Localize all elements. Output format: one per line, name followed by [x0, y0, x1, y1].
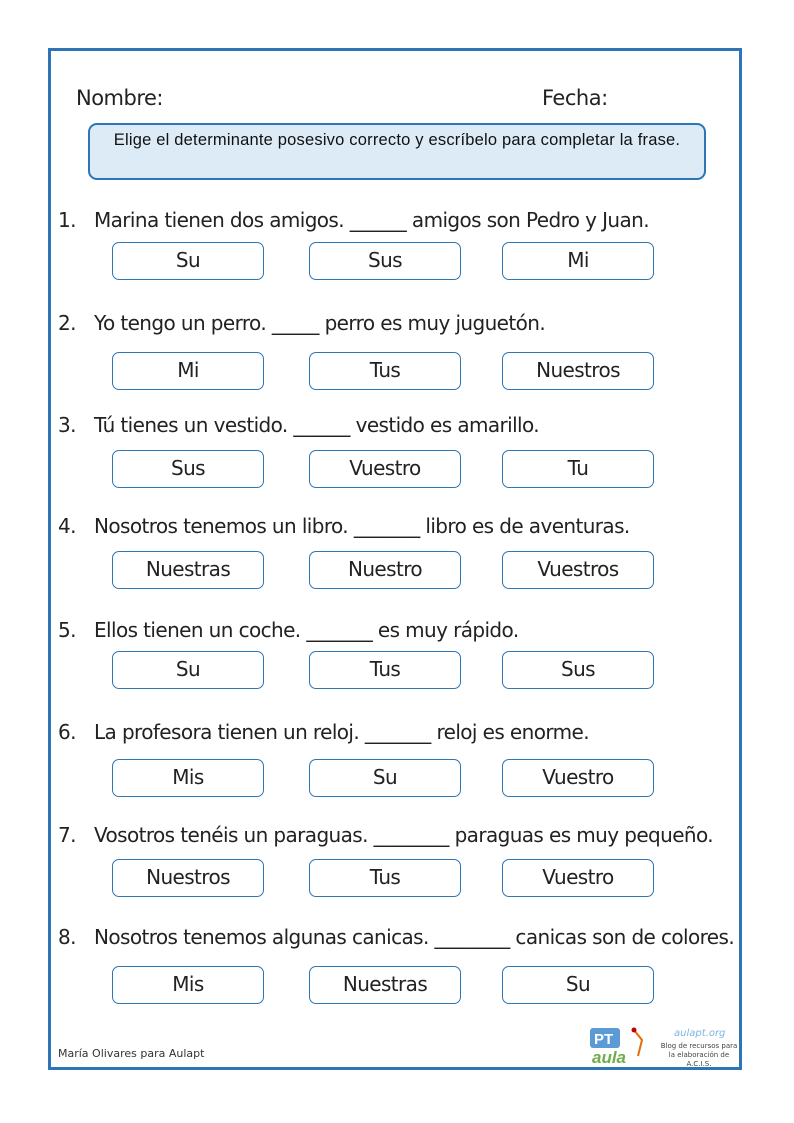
- question-number: 3.: [58, 413, 76, 437]
- question-4: [58, 514, 630, 538]
- logo-site: aulapt.org: [674, 1028, 726, 1039]
- svg-text:PT: PT: [594, 1031, 614, 1048]
- question-number: 8.: [58, 925, 76, 949]
- question-8: [58, 925, 734, 949]
- option-button[interactable]: Nuestro: [309, 551, 461, 589]
- option-button[interactable]: Mis: [112, 759, 264, 797]
- question-text: Nosotros tenemos un libro. _______ libro es de aventuras.: [94, 514, 630, 538]
- question-6: [58, 720, 589, 744]
- option-button[interactable]: Nuestros: [112, 859, 264, 897]
- option-button[interactable]: Vuestro: [502, 859, 654, 897]
- option-button[interactable]: Vuestro: [309, 450, 461, 488]
- question-1: [58, 208, 649, 232]
- option-button[interactable]: Nuestras: [309, 966, 461, 1004]
- question-number: 7.: [58, 823, 76, 847]
- question-text: Ellos tienen un coche. _______ es muy rápido.: [94, 618, 519, 642]
- option-button[interactable]: Vuestro: [502, 759, 654, 797]
- question-text: Marina tienen dos amigos. ______ amigos son Pedro y Juan.: [94, 208, 649, 232]
- option-button[interactable]: Mi: [112, 352, 264, 390]
- question-text: Vosotros tenéis un paraguas. ________ paraguas es muy pequeño.: [94, 823, 714, 847]
- question-number: 5.: [58, 618, 76, 642]
- question-text: La profesora tienen un reloj. _______ reloj es enorme.: [94, 720, 589, 744]
- question-2: [58, 311, 545, 335]
- option-button[interactable]: Nuestros: [502, 352, 654, 390]
- option-button[interactable]: Su: [112, 242, 264, 280]
- option-button[interactable]: Mi: [502, 242, 654, 280]
- question-text: Nosotros tenemos algunas canicas. ________ canicas son de colores.: [94, 925, 735, 949]
- footer-credit: María Olivares para Aulapt: [58, 1047, 205, 1060]
- question-number: 2.: [58, 311, 76, 335]
- name-label: Nombre:: [76, 86, 164, 110]
- aulapt-logo-icon: [588, 1026, 648, 1066]
- question-number: 6.: [58, 720, 76, 744]
- option-button[interactable]: Tu: [502, 450, 654, 488]
- option-button[interactable]: Su: [502, 966, 654, 1004]
- question-text: Tú tienes un vestido. ______ vestido es amarillo.: [94, 413, 540, 437]
- aulapt-logo: [588, 1026, 738, 1068]
- option-button[interactable]: Nuestras: [112, 551, 264, 589]
- date-label: Fecha:: [542, 86, 608, 110]
- question-3: [58, 413, 539, 437]
- option-button[interactable]: Su: [309, 759, 461, 797]
- option-button[interactable]: Mis: [112, 966, 264, 1004]
- instructions-box: Elige el determinante posesivo correcto y escríbelo para completar la frase.: [88, 123, 706, 180]
- option-button[interactable]: Tus: [309, 651, 461, 689]
- question-number: 1.: [58, 208, 76, 232]
- svg-text:aula: aula: [592, 1048, 627, 1066]
- question-5: [58, 618, 519, 642]
- question-text: Yo tengo un perro. _____ perro es muy juguetón.: [94, 311, 546, 335]
- option-button[interactable]: Su: [112, 651, 264, 689]
- option-button[interactable]: Tus: [309, 352, 461, 390]
- option-button[interactable]: Sus: [112, 450, 264, 488]
- question-7: [58, 823, 713, 847]
- question-number: 4.: [58, 514, 76, 538]
- logo-tagline: Blog de recursos para la elaboración de A.C.I.S.: [660, 1042, 738, 1068]
- option-button[interactable]: Sus: [309, 242, 461, 280]
- option-button[interactable]: Sus: [502, 651, 654, 689]
- option-button[interactable]: Tus: [309, 859, 461, 897]
- option-button[interactable]: Vuestros: [502, 551, 654, 589]
